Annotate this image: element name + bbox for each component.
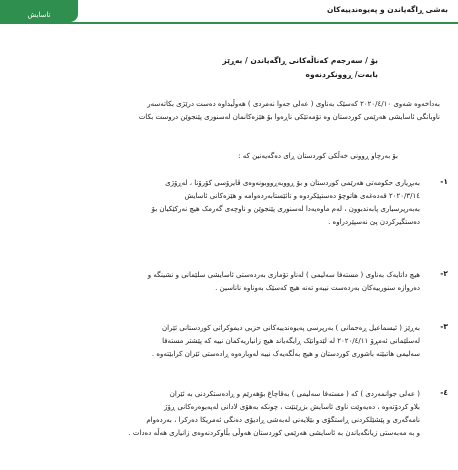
logo-text: تاسایش: [27, 11, 51, 19]
item-line: سەلیمی هاتبێتە باشوری کوردستان و هیچ بەڵگەیەک نییە لەوبارەوە ڕادەستی ئێران کرابێتەوە .: [151, 350, 420, 358]
item-line: بەڕێز ( ئیسماعیل ڕەحمانی ) بەرپرسی پەیوەندییەکانی حزبی دیموکراتی کوردستانی ئێران: [162, 324, 420, 332]
list-item: [8, 177, 448, 233]
item-line: دەروازە سنورییەکان بەردەست نییەو تەنە هیچ کەسێک بەوناوە ناناسین .: [215, 284, 420, 292]
item-line: بلاو کردۆتەوە ، دەیەوێت ناوی ئاسایش بزڕێنێت ، چونکە بەهۆی لادانی لەپەیوەرەکانی ڕۆژ: [164, 403, 420, 411]
item-line: بەبەرپرسیاری پابەندبوون ، لەم ماوەیەدا لەسنوری پێنجوێن و ناوچەی گەرمک هیچ نەرکێکیان بۆ: [151, 205, 420, 213]
intro-line: ناوبانگی ئاسایشی هەرێمی کوردستان وە تۆمەتێکی ناڕەوا بۆ هێزەکانمان لەسنوری پێنجوێن دروست بکات: [138, 113, 440, 121]
list-item: [8, 388, 448, 470]
item-text: [10, 177, 420, 229]
lead-sentence: بۆ بەرچاو ڕوونی خەڵکی کوردستان ڕای دەگەیەنین کە :: [238, 152, 398, 160]
department-title: بەشی ڕاگەیاندن و پەیوەندییەکان: [326, 5, 448, 14]
item-text: [10, 388, 420, 440]
subject-line: بابەت/ ڕوونکردنەوە: [305, 70, 378, 79]
item-number: ٢-: [440, 269, 448, 278]
item-text: [10, 322, 420, 361]
recipient-line: بۆ / سەرجەم کەناڵەکانی ڕاگەیاندن / بەڕێز: [222, 56, 378, 65]
logo-banner: [0, 0, 78, 22]
intro-line: بەداخەوە شەوی ٢٠٢٠/٤/١٠ کەسێک بەناوی ( عەلی جەوا نەمردی ) هەوڵیداوە دەست درێژی بکاتەسەر: [147, 100, 440, 108]
item-line: لەسلێمانی ئەمڕۆ ٢٠٢٠/٤/١١ لە لێدوانێک ڕایگەیاند هیچ زانیاریەکمان نییە کە پێشتر مستەفا: [162, 337, 420, 345]
item-line: هیچ داتایەک بەناوی ( مستەفا سەلیمی ) لەناو تۆماری بەردەستی ئاسایشی سلێمانی و نشینگە و: [147, 271, 420, 279]
item-line: نامەگەری و پێشێلکردنی ڕاستگۆی و بێلایەنی لەبەشی ڕادیۆی دەنگی ئەمریکا دەرکرا ، بەردەوام: [146, 416, 420, 424]
item-text: [10, 269, 420, 295]
item-line: بەبڕیاری حکومەتی هەرێمی کوردستان و بۆ ڕووبەڕووبونەوەی ڤایرۆسی کۆرۆنا ، لەڕۆژی: [165, 179, 420, 187]
item-line: و بە مەبەستی زیانگەیاندن بە ئاسایشی هەرێمی کوردستان هەوڵی بڵاوکردنەوەی زانیاری هەڵە دەدات .: [128, 429, 420, 437]
item-number: ٤-: [440, 388, 448, 397]
item-number: ١-: [440, 177, 448, 186]
list-item: [8, 269, 448, 299]
item-number: ٣-: [440, 322, 448, 331]
header-divider: [0, 22, 458, 24]
item-line: دەستگیرکردن پێ نەسپێردراوە .: [328, 218, 420, 226]
item-line: ( عەلی جوانمەردی ) کە ( مستەفا سەلیمی ) بەقاچاغ بۆهەرێم و ڕادەستکردنی بە ئێران: [169, 390, 420, 398]
item-line: ٢٠٢٠/٣/١٤ قەدەغەی هاتوچۆ دەستپێکردوە و تائێستابەردەوامە و هێزەکانی ئاسایش: [184, 192, 420, 200]
list-item: [8, 322, 448, 364]
intro-paragraph: [22, 98, 440, 124]
